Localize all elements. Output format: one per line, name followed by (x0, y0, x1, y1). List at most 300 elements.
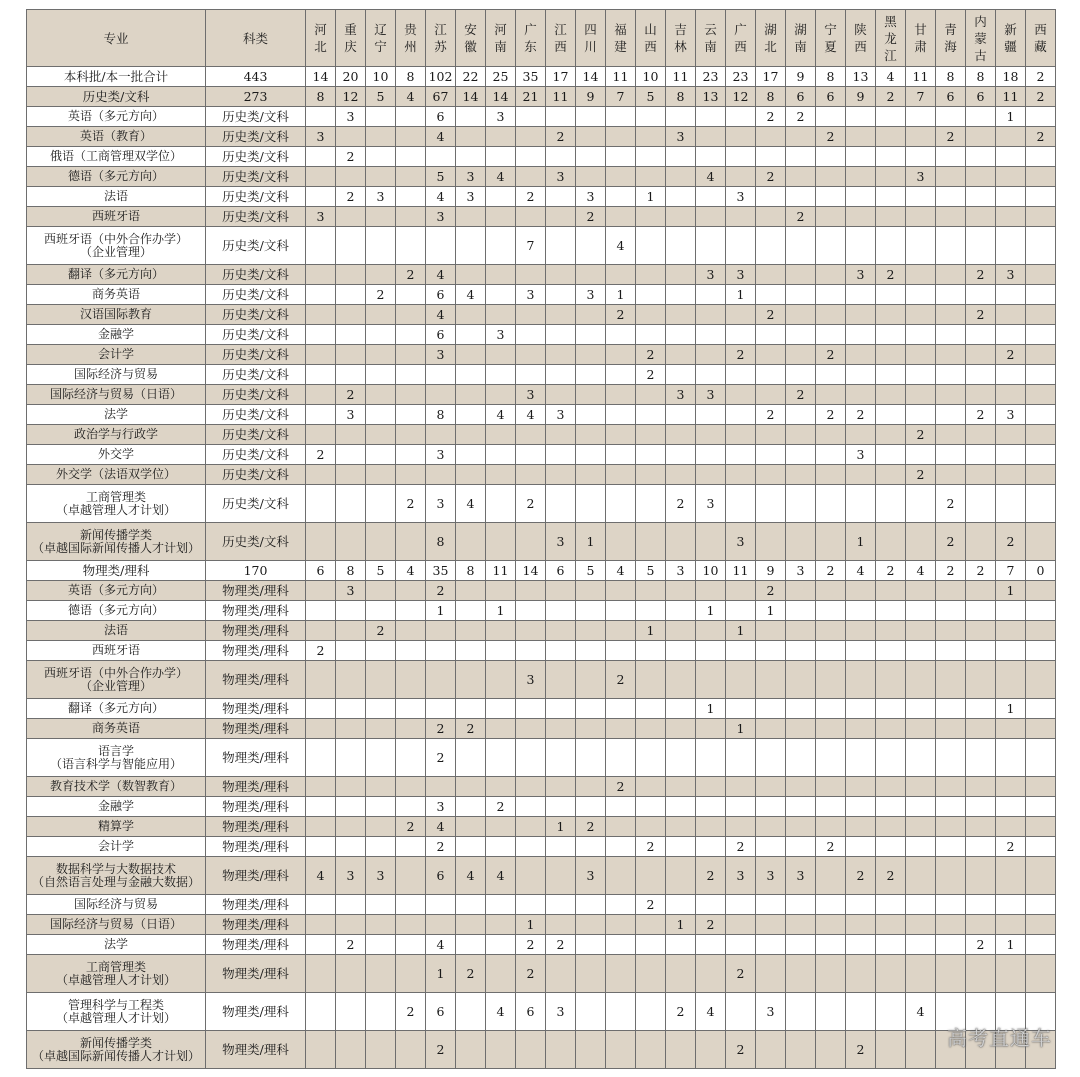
quota-cell: 5 (636, 87, 666, 107)
quota-cell: 3 (786, 857, 816, 895)
type-cell: 170 (206, 561, 306, 581)
quota-cell (366, 661, 396, 699)
quota-cell (666, 107, 696, 127)
quota-cell (756, 739, 786, 777)
quota-cell (336, 739, 366, 777)
type-cell: 历史类/文科 (206, 405, 306, 425)
quota-cell (1026, 405, 1056, 425)
quota-cell (666, 641, 696, 661)
quota-cell: 11 (546, 87, 576, 107)
type-cell: 历史类/文科 (206, 325, 306, 345)
quota-cell: 2 (786, 385, 816, 405)
quota-cell: 2 (996, 345, 1026, 365)
table-row (27, 305, 1056, 325)
quota-cell (936, 699, 966, 719)
quota-cell (1026, 739, 1056, 777)
quota-cell (876, 285, 906, 305)
quota-cell (636, 581, 666, 601)
quota-cell (666, 601, 696, 621)
quota-cell (306, 581, 336, 601)
quota-cell (576, 797, 606, 817)
major-cell: 金融学 (27, 797, 206, 817)
quota-cell (576, 993, 606, 1031)
quota-cell (876, 385, 906, 405)
table-row (27, 581, 1056, 601)
quota-cell (876, 167, 906, 187)
watermark-text: 高考直通车 (947, 1026, 1052, 1050)
quota-cell (846, 641, 876, 661)
quota-cell (546, 207, 576, 227)
quota-cell (966, 777, 996, 797)
quota-cell (306, 621, 336, 641)
quota-cell: 3 (546, 993, 576, 1031)
quota-cell: 3 (666, 385, 696, 405)
type-cell: 物理类/理科 (206, 777, 306, 797)
quota-cell (636, 641, 666, 661)
quota-cell (426, 425, 456, 445)
quota-cell (846, 485, 876, 523)
table-row (27, 777, 1056, 797)
quota-cell (996, 227, 1026, 265)
quota-cell (846, 581, 876, 601)
quota-cell (786, 523, 816, 561)
quota-cell: 12 (726, 87, 756, 107)
quota-cell (456, 601, 486, 621)
quota-cell (486, 147, 516, 167)
quota-cell (636, 265, 666, 285)
quota-cell (786, 405, 816, 425)
quota-cell (306, 425, 336, 445)
major-cell: 教育技术学（数智教育） (27, 777, 206, 797)
quota-cell (396, 739, 426, 777)
quota-cell: 11 (996, 87, 1026, 107)
quota-cell: 1 (756, 601, 786, 621)
major-cell: 历史类/文科 (27, 87, 206, 107)
quota-cell (516, 127, 546, 147)
quota-cell (906, 739, 936, 777)
quota-cell (486, 187, 516, 207)
quota-cell (426, 365, 456, 385)
quota-cell (846, 739, 876, 777)
type-cell: 443 (206, 67, 306, 87)
quota-cell: 2 (426, 739, 456, 777)
quota-cell (456, 739, 486, 777)
quota-cell (306, 385, 336, 405)
quota-cell (936, 837, 966, 857)
quota-cell: 4 (696, 993, 726, 1031)
quota-cell (906, 285, 936, 305)
quota-cell (906, 305, 936, 325)
quota-cell: 2 (816, 127, 846, 147)
quota-cell (636, 325, 666, 345)
quota-cell (696, 285, 726, 305)
quota-cell (966, 385, 996, 405)
quota-cell (876, 955, 906, 993)
header-province: 黑 龙 江 (876, 10, 906, 67)
quota-cell (576, 661, 606, 699)
major-cell: 法语 (27, 621, 206, 641)
quota-cell (906, 661, 936, 699)
quota-cell (906, 147, 936, 167)
quota-cell (396, 915, 426, 935)
quota-cell: 11 (726, 561, 756, 581)
quota-cell (966, 915, 996, 935)
quota-cell: 4 (396, 87, 426, 107)
quota-cell (1026, 797, 1056, 817)
quota-cell (816, 935, 846, 955)
quota-cell (306, 187, 336, 207)
quota-cell (936, 147, 966, 167)
quota-cell (876, 641, 906, 661)
table-row (27, 1031, 1056, 1069)
quota-cell (936, 857, 966, 895)
quota-cell (906, 127, 936, 147)
table-row (27, 127, 1056, 147)
quota-cell (426, 227, 456, 265)
quota-cell (456, 345, 486, 365)
quota-cell: 2 (336, 935, 366, 955)
quota-cell: 2 (546, 127, 576, 147)
quota-cell: 5 (636, 561, 666, 581)
quota-cell (816, 187, 846, 207)
quota-cell (396, 325, 426, 345)
quota-cell (1026, 581, 1056, 601)
quota-cell: 3 (576, 857, 606, 895)
quota-cell (696, 207, 726, 227)
quota-cell (966, 719, 996, 739)
quota-cell (516, 207, 546, 227)
quota-cell: 7 (906, 87, 936, 107)
quota-cell: 3 (486, 107, 516, 127)
quota-cell (756, 817, 786, 837)
quota-cell: 3 (456, 167, 486, 187)
quota-cell (576, 935, 606, 955)
quota-cell (606, 523, 636, 561)
quota-cell: 1 (726, 285, 756, 305)
quota-cell (606, 817, 636, 837)
quota-cell (786, 445, 816, 465)
quota-cell (816, 955, 846, 993)
quota-cell (666, 425, 696, 445)
quota-cell: 6 (426, 325, 456, 345)
quota-cell: 3 (486, 325, 516, 345)
quota-cell (486, 227, 516, 265)
quota-cell (666, 305, 696, 325)
quota-cell (576, 265, 606, 285)
quota-cell (366, 345, 396, 365)
quota-cell: 25 (486, 67, 516, 87)
quota-cell: 2 (996, 837, 1026, 857)
quota-cell (546, 285, 576, 305)
quota-cell (666, 581, 696, 601)
quota-cell (606, 601, 636, 621)
quota-cell: 4 (426, 265, 456, 285)
quota-cell (876, 777, 906, 797)
quota-cell (756, 147, 786, 167)
header-province: 宁 夏 (816, 10, 846, 67)
header-province: 湖 北 (756, 10, 786, 67)
quota-cell (576, 325, 606, 345)
quota-cell (456, 1031, 486, 1069)
quota-cell (546, 797, 576, 817)
type-cell: 物理类/理科 (206, 739, 306, 777)
quota-cell: 1 (846, 523, 876, 561)
quota-cell (546, 425, 576, 445)
quota-cell: 8 (306, 87, 336, 107)
quota-cell (456, 621, 486, 641)
quota-cell (306, 523, 336, 561)
quota-cell: 21 (516, 87, 546, 107)
type-cell: 历史类/文科 (206, 107, 306, 127)
quota-cell (846, 365, 876, 385)
quota-cell (816, 857, 846, 895)
quota-cell (456, 265, 486, 285)
quota-cell (366, 385, 396, 405)
major-cell: 政治学与行政学 (27, 425, 206, 445)
quota-cell (336, 465, 366, 485)
quota-cell (786, 993, 816, 1031)
quota-cell (786, 187, 816, 207)
quota-cell (606, 797, 636, 817)
quota-cell (606, 147, 636, 167)
quota-cell (876, 465, 906, 485)
quota-cell: 2 (1026, 127, 1056, 147)
quota-cell (576, 147, 606, 167)
major-cell: 翻译（多元方向） (27, 265, 206, 285)
quota-cell (636, 485, 666, 523)
quota-cell (696, 425, 726, 445)
quota-cell: 14 (456, 87, 486, 107)
quota-cell: 4 (516, 405, 546, 425)
quota-cell: 4 (846, 561, 876, 581)
type-cell: 物理类/理科 (206, 935, 306, 955)
quota-cell (366, 523, 396, 561)
quota-cell (816, 285, 846, 305)
quota-cell (1026, 227, 1056, 265)
quota-cell: 2 (756, 581, 786, 601)
quota-cell (336, 445, 366, 465)
quota-cell (936, 325, 966, 345)
quota-cell (696, 797, 726, 817)
quota-cell: 14 (306, 67, 336, 87)
quota-cell: 10 (366, 67, 396, 87)
quota-cell (936, 915, 966, 935)
quota-cell (756, 797, 786, 817)
quota-cell (546, 739, 576, 777)
quota-cell (336, 837, 366, 857)
quota-cell (876, 325, 906, 345)
quota-cell: 2 (1026, 67, 1056, 87)
quota-cell (816, 385, 846, 405)
quota-cell: 3 (426, 445, 456, 465)
quota-cell (756, 127, 786, 147)
quota-cell: 5 (366, 561, 396, 581)
quota-cell: 3 (366, 187, 396, 207)
quota-cell (756, 325, 786, 345)
quota-cell: 2 (426, 719, 456, 739)
quota-cell (906, 955, 936, 993)
quota-cell (1026, 167, 1056, 187)
quota-cell (336, 699, 366, 719)
major-cell: 国际经济与贸易（日语） (27, 385, 206, 405)
quota-cell (366, 581, 396, 601)
quota-cell (846, 345, 876, 365)
type-cell: 物理类/理科 (206, 1031, 306, 1069)
quota-cell (966, 425, 996, 445)
quota-cell (756, 385, 786, 405)
quota-cell (366, 699, 396, 719)
quota-cell: 3 (726, 523, 756, 561)
quota-cell (666, 227, 696, 265)
quota-cell (576, 385, 606, 405)
quota-cell: 2 (456, 719, 486, 739)
quota-cell (936, 661, 966, 699)
header-province: 青 海 (936, 10, 966, 67)
quota-cell (786, 1031, 816, 1069)
quota-cell (876, 1031, 906, 1069)
quota-cell (306, 601, 336, 621)
header-province: 云 南 (696, 10, 726, 67)
quota-cell (936, 345, 966, 365)
quota-cell: 3 (426, 797, 456, 817)
quota-cell: 3 (726, 265, 756, 285)
quota-cell (1026, 385, 1056, 405)
quota-cell (756, 445, 786, 465)
quota-cell (306, 365, 336, 385)
quota-cell (936, 385, 966, 405)
header-province: 重 庆 (336, 10, 366, 67)
quota-cell: 1 (666, 915, 696, 935)
table-row (27, 107, 1056, 127)
quota-cell (306, 935, 336, 955)
quota-cell (636, 465, 666, 485)
quota-cell: 4 (486, 857, 516, 895)
quota-cell: 1 (726, 621, 756, 641)
quota-cell (486, 895, 516, 915)
quota-cell (666, 719, 696, 739)
quota-cell (1026, 777, 1056, 797)
quota-cell (906, 325, 936, 345)
quota-cell (486, 385, 516, 405)
quota-cell (966, 147, 996, 167)
quota-cell: 1 (996, 107, 1026, 127)
quota-cell: 3 (516, 385, 546, 405)
quota-cell: 2 (336, 147, 366, 167)
quota-cell: 2 (396, 993, 426, 1031)
quota-cell (636, 739, 666, 777)
table-header-row (27, 10, 1056, 67)
quota-cell (486, 719, 516, 739)
quota-cell: 2 (726, 837, 756, 857)
quota-cell (366, 895, 396, 915)
table-row (27, 187, 1056, 207)
quota-cell (456, 915, 486, 935)
quota-cell (546, 325, 576, 345)
table-row (27, 365, 1056, 385)
quota-cell: 2 (516, 485, 546, 523)
quota-cell (336, 777, 366, 797)
quota-cell (306, 777, 336, 797)
quota-cell (606, 485, 636, 523)
quota-cell (966, 955, 996, 993)
quota-cell (906, 935, 936, 955)
quota-cell (516, 523, 546, 561)
quota-cell (1026, 641, 1056, 661)
quota-cell (726, 699, 756, 719)
major-cell: 翻译（多元方向） (27, 699, 206, 719)
quota-cell: 3 (846, 445, 876, 465)
quota-cell (1026, 285, 1056, 305)
quota-cell: 17 (546, 67, 576, 87)
quota-cell (696, 405, 726, 425)
quota-cell (786, 325, 816, 345)
quota-cell: 1 (516, 915, 546, 935)
quota-cell (426, 641, 456, 661)
quota-cell (666, 777, 696, 797)
quota-cell (516, 817, 546, 837)
quota-cell (546, 147, 576, 167)
quota-cell (816, 621, 846, 641)
quota-cell (666, 955, 696, 993)
quota-cell (636, 817, 666, 837)
quota-cell (456, 227, 486, 265)
quota-cell (306, 285, 336, 305)
quota-cell (396, 661, 426, 699)
quota-cell (306, 661, 336, 699)
quota-cell (816, 265, 846, 285)
quota-cell (486, 955, 516, 993)
quota-cell (576, 699, 606, 719)
quota-cell (636, 305, 666, 325)
quota-cell (396, 445, 426, 465)
quota-cell: 3 (336, 581, 366, 601)
quota-cell: 6 (306, 561, 336, 581)
quota-cell (1026, 699, 1056, 719)
quota-cell (606, 699, 636, 719)
quota-cell (366, 147, 396, 167)
quota-cell (936, 581, 966, 601)
quota-cell (486, 265, 516, 285)
table-row (27, 87, 1056, 107)
type-cell: 历史类/文科 (206, 425, 306, 445)
quota-cell (576, 915, 606, 935)
quota-cell (816, 699, 846, 719)
quota-cell (996, 425, 1026, 445)
quota-cell (456, 365, 486, 385)
quota-cell (1026, 955, 1056, 993)
quota-cell: 4 (876, 67, 906, 87)
quota-cell (486, 661, 516, 699)
quota-cell: 6 (816, 87, 846, 107)
quota-cell (876, 523, 906, 561)
quota-cell (516, 465, 546, 485)
quota-cell: 3 (576, 187, 606, 207)
quota-cell (666, 167, 696, 187)
quota-cell (336, 641, 366, 661)
quota-cell: 2 (396, 817, 426, 837)
major-cell: 德语（多元方向） (27, 601, 206, 621)
quota-cell: 3 (666, 127, 696, 147)
quota-cell (876, 305, 906, 325)
quota-cell: 2 (576, 817, 606, 837)
quota-cell (966, 837, 996, 857)
quota-cell (696, 777, 726, 797)
quota-cell (666, 621, 696, 641)
quota-cell (426, 895, 456, 915)
quota-cell (1026, 465, 1056, 485)
quota-cell (816, 425, 846, 445)
quota-cell (876, 405, 906, 425)
